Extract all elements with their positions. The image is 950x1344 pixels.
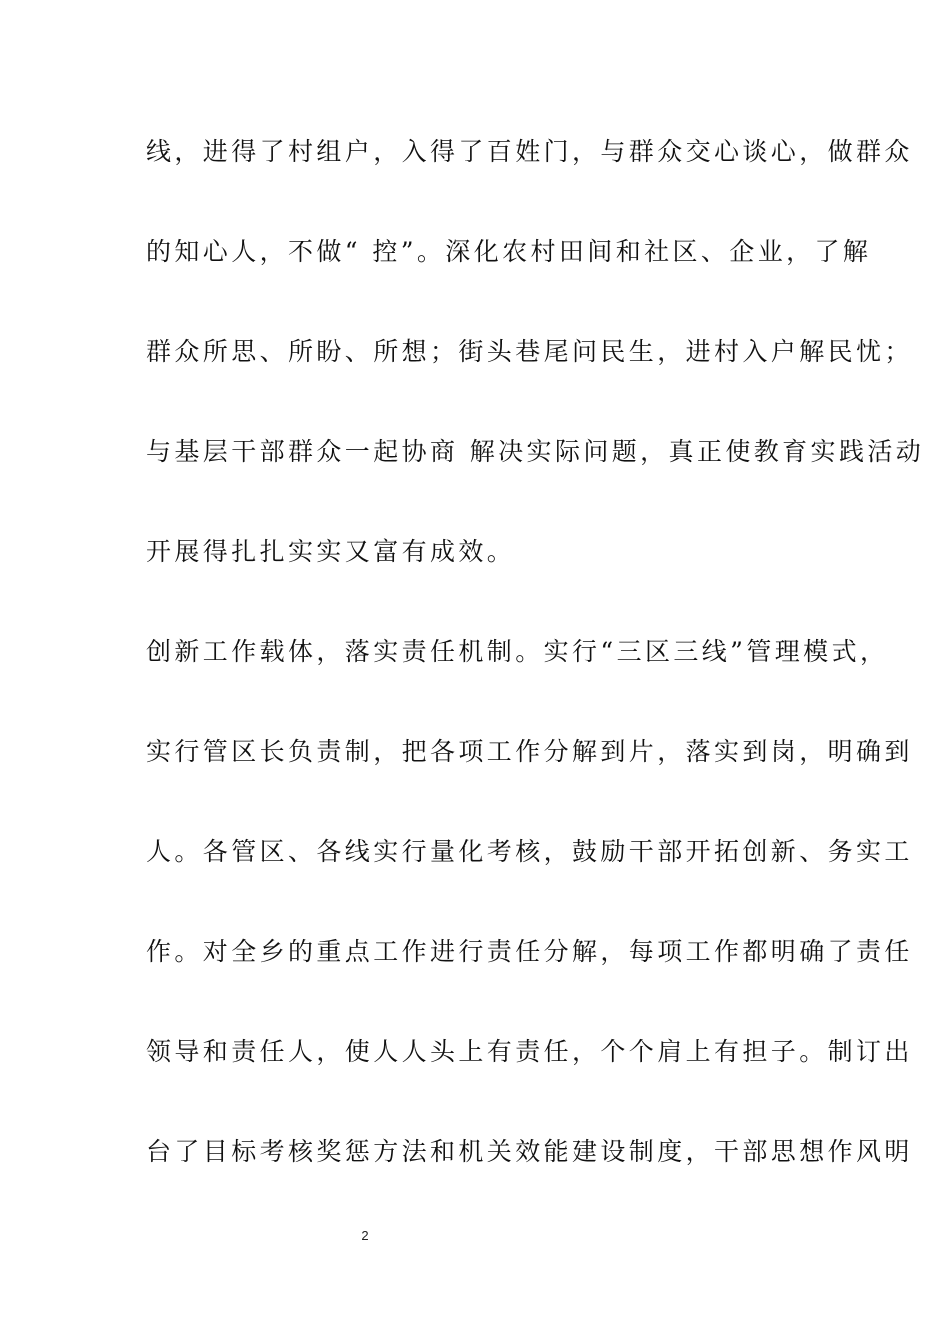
text-line-10: 领导和责任人，使人人头上有责任，个个肩上有担子。制订出 [146,1037,913,1066]
page-number: 2 [361,1228,369,1243]
text-line-4: 与基层干部群众一起协商 解决实际问题，真正使教育实践活动 [146,437,925,466]
text-line-11: 台了目标考核奖惩方法和机关效能建设制度，干部思想作风明 [146,1137,913,1166]
text-line-6: 创新工作载体，落实责任机制。实行“三区三线”管理模式， [146,637,889,666]
text-line-2: 的知心人，不做“ 控”。深化农村田间和社区、企业，了解 [146,237,872,266]
text-line-7: 实行管区长负责制，把各项工作分解到片，落实到岗，明确到 [146,737,913,766]
text-line-3: 群众所思、所盼、所想；街头巷尾问民生，进村入户解民忧； [146,337,913,366]
text-line-1: 线，进得了村组户，入得了百姓门，与群众交心谈心，做群众 [146,137,913,166]
text-line-5: 开展得扎扎实实又富有成效。 [146,537,516,566]
text-line-8: 人。各管区、各线实行量化考核，鼓励干部开拓创新、务实工 [146,837,913,866]
text-line-9: 作。对全乡的重点工作进行责任分解，每项工作都明确了责任 [146,937,913,966]
